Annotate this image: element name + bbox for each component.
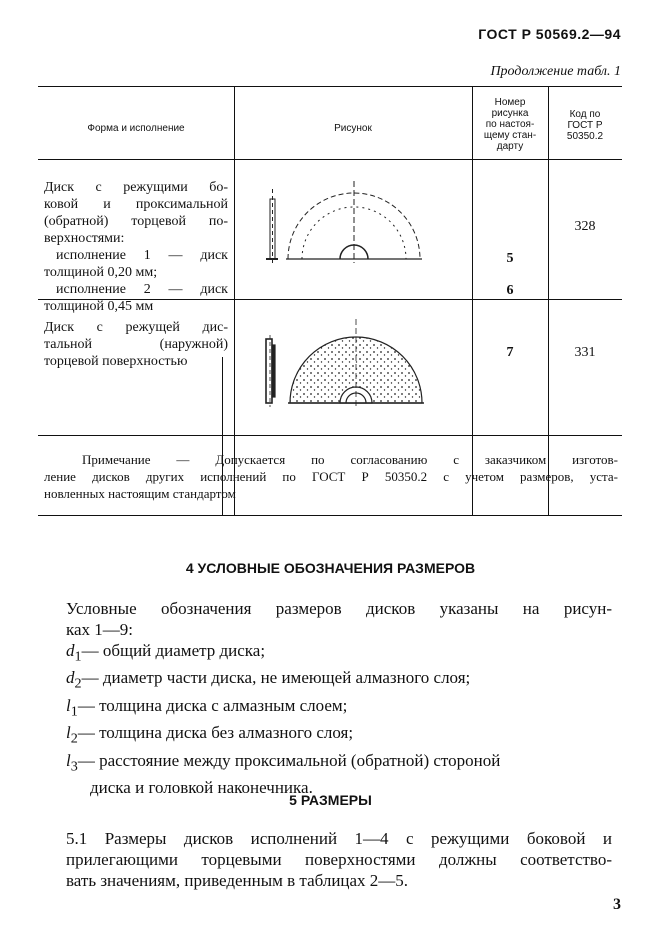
row1-form-line: исполнение 1 — диск — [56, 248, 228, 263]
dimension-symbol: l — [66, 695, 71, 715]
col-header-number-line: Номер — [494, 97, 526, 108]
dimension-item — [66, 640, 612, 667]
disc-distal-cutting-drawing — [260, 315, 450, 411]
section4-intro-line: Условные обозначения размеров дисков указаны на рисун- — [66, 599, 612, 618]
dimension-subscript: 1 — [74, 648, 82, 665]
section5-line: вать значениям, приведенным в таблицах 2—5. — [66, 871, 409, 890]
col-header-code — [548, 109, 622, 142]
disc-side-cutting-drawing — [262, 179, 442, 263]
col-header-number-line: дарту — [496, 141, 524, 152]
figures-table — [38, 86, 622, 516]
section5-body — [66, 828, 612, 891]
section4-intro-line: ках 1—9: — [66, 620, 134, 639]
col-header-number — [472, 97, 548, 152]
col-header-number-line: по настоя- — [485, 119, 535, 130]
row1-form-line: верхностями: — [44, 231, 125, 246]
row1-figure-number-1: 5 — [506, 251, 514, 266]
row1-form-line: исполнение 2 — диск — [56, 282, 228, 297]
dimension-text: — толщина диска без алмазного слоя; — [77, 723, 354, 743]
col-header-form: Форма и исполнение — [87, 123, 185, 134]
dimension-symbol: l — [66, 750, 71, 770]
col-header-code-line: ГОСТ Р — [567, 120, 603, 131]
dimension-text: — расстояние между проксимальной (обратной) стороной — [77, 750, 501, 770]
col-header-code-line: 50350.2 — [566, 131, 604, 142]
dimension-text: — общий диаметр диска; — [81, 641, 266, 660]
table-note — [44, 451, 618, 502]
section4-title: 4 УСЛОВНЫЕ ОБОЗНАЧЕНИЯ РАЗМЕРОВ — [185, 560, 476, 576]
page-number: 3 — [613, 896, 621, 913]
standard-header: ГОСТ Р 50569.2—94 — [478, 26, 621, 42]
section5-line: 5.1 Размеры дисков исполнений 1—4 с режущими боковой и — [66, 829, 612, 848]
dimension-symbol: l — [66, 723, 71, 743]
row2-form-line: Диск с режущей дис- — [44, 320, 228, 335]
section5-title: 5 РАЗМЕРЫ — [289, 792, 372, 808]
dimension-subscript: 2 — [70, 730, 78, 747]
dimension-text: — толщина диска с алмазным слоем; — [77, 695, 348, 715]
dimension-subscript: 1 — [70, 703, 78, 720]
table-note-line: Примечание — Допускается по согласованию с заказчиком изготов- — [82, 452, 618, 467]
dimension-item-continuation: диска и головкой наконечника. — [90, 777, 313, 797]
col-header-number-line: щему стан- — [483, 130, 537, 141]
table-continuation-label: Продолжение табл. 1 — [490, 64, 621, 79]
row-divider — [38, 435, 622, 436]
dimension-symbol: d — [66, 641, 75, 660]
row1-form-line: ковой и проксимальной — [44, 197, 228, 212]
table-note-line: новленных настоящим стандартом — [44, 486, 236, 501]
row2-code: 331 — [574, 345, 596, 360]
dimension-item — [66, 695, 612, 722]
row1-form — [44, 179, 228, 315]
row1-form-line: (обратной) торцевой по- — [44, 214, 228, 229]
section4-body — [66, 598, 612, 798]
dimension-item — [66, 750, 612, 777]
row1-form-line: толщиной 0,20 мм; — [44, 265, 158, 280]
row2-form-line: тальной (наружной) — [44, 337, 228, 352]
dimension-item — [66, 667, 612, 694]
dimension-subscript: 2 — [74, 675, 82, 692]
dimension-item — [66, 722, 612, 749]
dimension-symbol: d — [66, 668, 75, 688]
col-header-code-line: Код по — [569, 109, 601, 120]
table-note-line: ление дисков других исполнений по ГОСТ Р 50350.2 с учетом размеров, уста- — [44, 469, 618, 484]
header-divider — [38, 159, 622, 160]
dimension-subscript: 3 — [70, 757, 78, 774]
section5-line: прилегающими торцевыми поверхностями должны соответство- — [66, 850, 612, 869]
row2-figure-number: 7 — [506, 345, 514, 360]
row2-form-line: торцевой поверхностью — [44, 354, 188, 369]
row1-form-line: Диск с режущими бо- — [44, 180, 228, 195]
row1-code: 328 — [574, 219, 596, 234]
row1-form-line: толщиной 0,45 мм — [44, 299, 154, 314]
row1-figure-number-2: 6 — [506, 283, 514, 298]
row2-form — [44, 319, 228, 370]
col-header-number-line: рисунка — [491, 108, 529, 119]
dimension-text: — диаметр части диска, не имеющей алмазного слоя; — [81, 668, 471, 688]
col-header-figure: Рисунок — [334, 123, 372, 134]
